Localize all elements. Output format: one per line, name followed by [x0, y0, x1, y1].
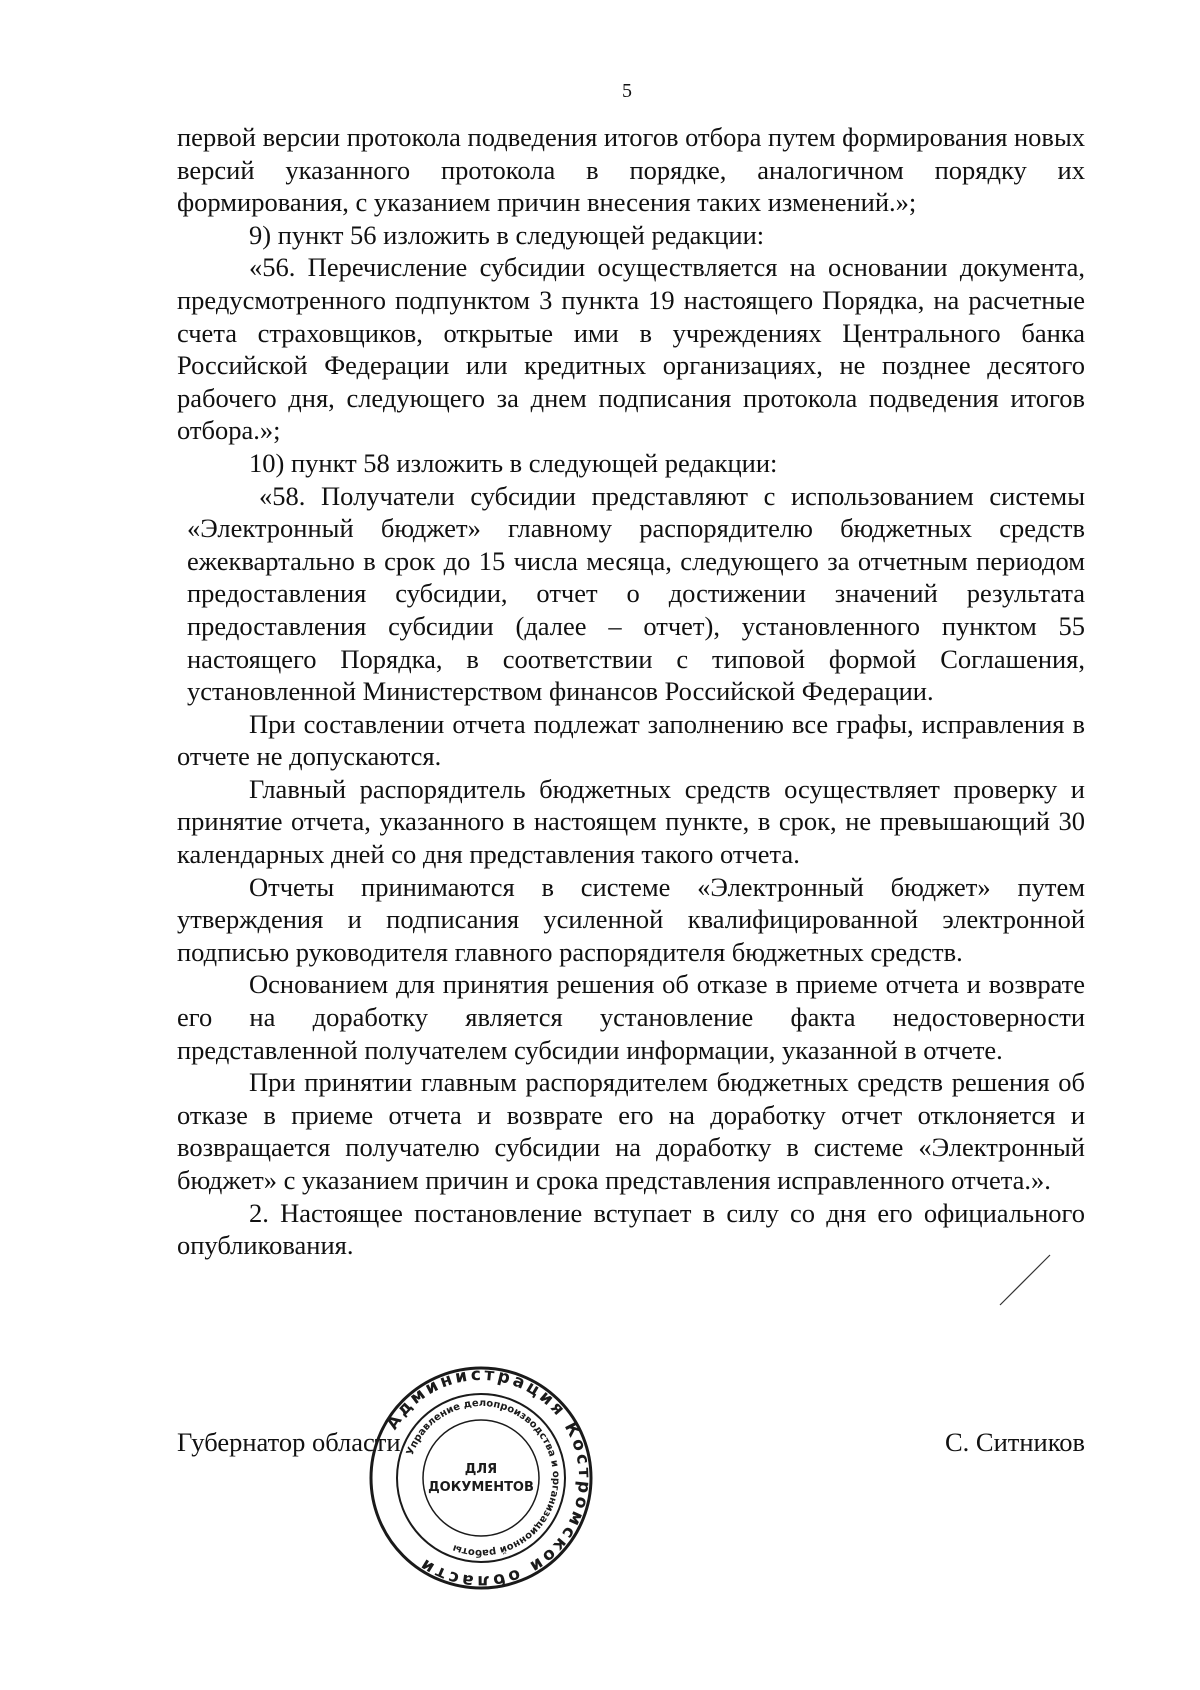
paragraph-report-check: Главный распорядитель бюджетных средств осуществляет проверку и принятие отчета, указанного в настоящем пункте, в срок, не превышающий 30 календарных дней со дня представления такого отчета.: [177, 773, 1085, 870]
official-seal: [368, 1365, 594, 1591]
paragraph-item-9: 9) пункт 56 изложить в следующей редакции:: [249, 219, 765, 250]
handwritten-mark: [990, 1250, 1060, 1310]
svg-text:Управление делопроизводства и: Управление делопроизводства и организационной работы: [404, 1397, 562, 1559]
paragraph-clause-58: «58. Получатели субсидии представляют с использованием системы «Электронный бюджет» главному распорядителю бюджетных средств ежеквартально в срок до 15 числа месяца, следующего за отчетным периодом предоставления субсидии, отчет о достижении значений результата предоставления субсидии (далее – отчет), установленного пунктом 55 настоящего Порядка, в соответствии с типовой формой Соглашения, установленной Министерством финансов Российской Федерации.: [187, 480, 1085, 707]
paragraph-item-10: 10) пункт 58 изложить в следующей редакции:: [249, 447, 778, 478]
page-number: 5: [622, 80, 632, 102]
paragraph-refusal-grounds: Основанием для принятия решения об отказе в приеме отчета и возврате его на доработку является установление факта недостоверности представленной получателем субсидии информации, указанной в отчете.: [177, 969, 1085, 1065]
signatory-name: С. Ситников: [944, 1427, 1085, 1457]
signatory-title: Губернатор области: [177, 1427, 401, 1457]
paragraph-report-fill: При составлении отчета подлежат заполнению все графы, исправления в отчете не допускаются.: [177, 708, 1085, 772]
seal-center-line2: ДОКУМЕНТОВ: [428, 1480, 534, 1495]
paragraph-continuation: первой версии протокола подведения итогов отбора путем формирования новых версий указанного протокола в порядке, аналогичном порядку их формирования, с указанием причин внесения таких изменений.»;: [177, 122, 1086, 218]
seal-center-line1: ДЛЯ: [464, 1462, 498, 1477]
paragraph-entry-into-force: 2. Настоящее постановление вступает в силу со дня его официального опубликования.: [177, 1197, 1085, 1261]
paragraph-report-acceptance: Отчеты принимаются в системе «Электронный бюджет» путем утверждения и подписания усиленной квалифицированной электронной подписью руководителя главного распорядителя бюджетных средств.: [177, 871, 1085, 967]
document-body: [177, 121, 1085, 1262]
paragraph-clause-56: «56. Перечисление субсидии осуществляется на основании документа, предусмотренного подпунктом 3 пункта 19 настоящего Порядка, на расчетные счета страховщиков, открытые ими в учреждениях Центрального банка Российской Федерации или кредитных организациях, не позднее десятого рабочего дня, следующего за днем подписания протокола подведения итогов отбора.»;: [177, 252, 1085, 446]
paragraph-refusal-procedure: При принятии главным распорядителем бюджетных средств решения об отказе в приеме отчета и возврате его на доработку отчет отклоняется и возвращается получателю субсидии на доработку в системе «Электронный бюджет» с указанием причин и срока представления исправленного отчета.».: [177, 1067, 1085, 1195]
svg-text:Администрация Костромской обла: Администрация Костромской области: [382, 1365, 594, 1591]
